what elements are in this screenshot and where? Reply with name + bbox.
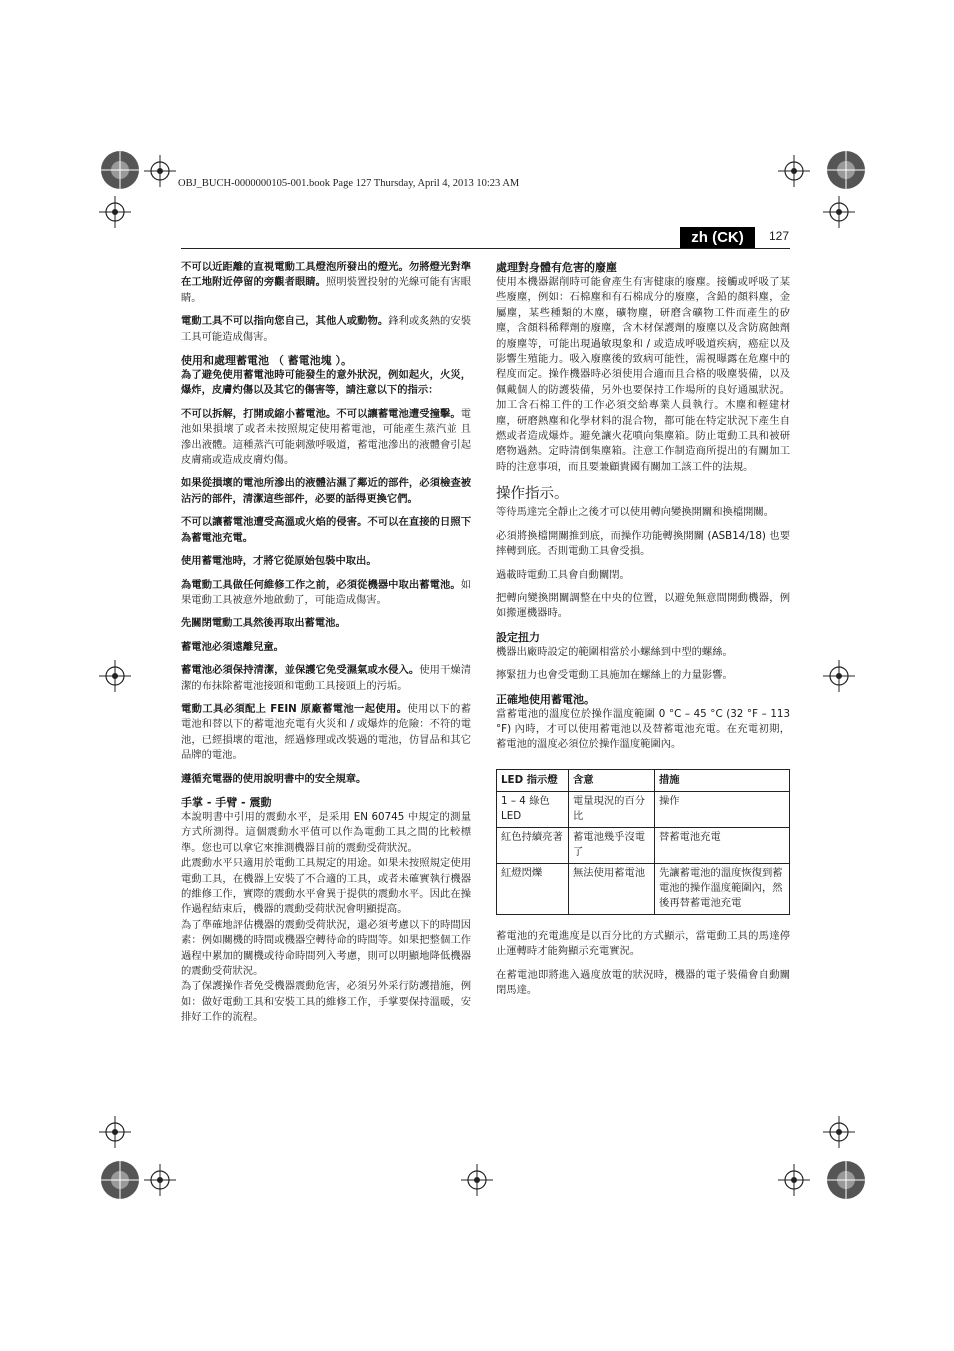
table-header-cell: 措施 [655,769,790,791]
paragraph: 蓄電池的充電進度是以百分比的方式顯示，當電動工具的馬達停止運轉時才能夠顯示充電實況。 [496,929,790,958]
paragraph: 為了準確地評估機器的震動受荷狀況，還必須考慮以下的時間因素：例如關機的時間或機器空轉待命的時間等。如果把整個工作過程中累加的關機或待命時間列入考慮，則可以明顯地降低機器的震動受荷狀況。 [181,918,471,978]
led-indicator-table [496,769,790,915]
paragraph: 機器出廠時設定的範圍相當於小螺絲到中型的螺絲。 [496,645,733,658]
paragraph: 在蓄電池即將進入過度放電的狀況時，機器的電子裝備會自動關閉馬達。 [496,968,790,996]
crosshair-mark-icon [99,1116,131,1148]
paragraph: 使用蓄電池時，才將它從原始包裝中取出。 [181,555,377,568]
paragraph: 蓄電池必須保持清潔，並保護它免受濕氣或水侵入。使用干燥清潔的布抹除蓄電池接頭和電動工具接頭上的污垢。 [181,664,471,692]
paragraph: 電動工具不可以指向您自己，其他人或動物。鋒利或炙熱的安裝工具可能造成傷害。 [181,315,471,343]
paragraph: 此震動水平只適用於電動工具規定的用途。如果未按照規定使用電動工具，在機器上安裝了不合適的工具，或者未確實執行機器的維修工作，實際的震動水平會異于提供的震動水平。因此在操作過程結束后，機器的震動受荷狀況會明顯提高。 [181,857,471,916]
table-header-cell: LED 指示燈 [497,769,569,791]
crosshair-mark-icon [823,660,855,692]
header-rule [181,248,790,249]
table-row [497,827,790,863]
crosshair-mark-icon [144,1164,176,1196]
paragraph: 如果從損壞的電池所滲出的液體沾濕了鄰近的部件，必須檢查被沾污的部件，清潔這些部件，必要的話得更換它們。 [181,477,471,505]
crosshair-mark-icon [99,196,131,228]
table-cell: 紅燈閃爍 [497,863,569,914]
paragraph: 蓄電池必須遠離兒童。 [181,640,284,653]
crosshair-mark-icon [461,1164,493,1196]
left-column [181,260,471,1026]
section-heading-operation: 操作指示。 [496,486,569,503]
book-file-info: OBJ_BUCH-0000000105-001.book Page 127 Thursday, April 4, 2013 10:23 AM [178,178,520,189]
paragraph: 遵循充電器的使用說明書中的安全規章。 [181,772,367,785]
table-cell: 蓄電池幾乎沒電了 [569,827,655,863]
crosshair-mark-icon [823,1116,855,1148]
paragraph: 不可以近距離的直視電動工具燈泡所發出的燈光。勿將燈光對準在工地附近停留的旁觀者眼睛。照明裝置投射的光線可能有害眼睛。 [181,261,471,304]
paragraph: 先關閉電動工具然後再取出蓄電池。 [181,617,346,630]
paragraph: 為了保護操作者免受機器震動危害，必須另外采行防護措施，例如：做好電動工具和安裝工具的維修工作，手掌要保持溫暖，安排好工作的流程。 [181,980,471,1024]
paragraph: 不可以讓蓄電池遭受高溫或火焰的侵害。不可以在直接的日照下為蓄電池充電。 [181,516,471,544]
paragraph: 過載時電動工具會自動關閉。 [496,568,630,581]
crosshair-mark-icon [823,196,855,228]
table-header-row [497,769,790,791]
paragraph: 不可以拆解，打開或縮小蓄電池。不可以讓蓄電池遭受撞擊。電池如果損壞了或者未按照規定使用蓄電池，可能產生蒸汽並 且滲出液體。這種蒸汽可能刺激呼吸道，蓄電池滲出的液體會引起皮膚痛或造成皮膚灼傷。 [181,407,471,467]
paragraph: 使用本機器鋸削時可能會產生有害健康的廢塵。接觸或呼吸了某些廢塵，例如：石棉塵和有石棉成分的廢塵，含鉛的顏料塵，金屬塵，某些種類的木塵，礦物塵，研磨含礦物工件而產生的矽塵，含顏料稀釋劑的廢塵，含木材保護劑的廢塵以及含防腐蝕劑的廢塵等，可能出現過敏現象和 / 或造成呼吸道疾病，癌症以及影響生殖能力。吸入廢塵後的致病可能性，需視曝露在危塵中的程度而定。操作機器時必須使用合適而且合格的吸塵裝備，以及佩戴個人的防護裝備，另外也要保持工作場所的良好通風狀況。加工含石棉工件的工作必須交給專業人員執行。木塵和輕建材塵，研磨熱塵和化學材料的混合物，都可能在特定狀況下產生自燃或者造成爆炸。避免讓火花噴向集塵箱。防止電動工具和被研磨物過熱。定時清倒集塵箱。注意工作制造商所提出的有關加工時的注意事項，而且要兼顧貴國有關加工該工件的法規。 [496,276,790,473]
crosshair-mark-icon [778,155,810,187]
section-heading-dust: 處理對身體有危害的廢塵 [496,261,617,274]
paragraph: 當蓄電池的溫度位於操作溫度範圍 0 °C – 45 °C (32 °F – 113 °F) 內時，才可以使用蓄電池以及替蓄電池充電。在充電初期，蓄電池的溫度必須位於操作溫度範圍內。 [496,707,790,751]
page-number: 127 [769,229,790,243]
table-cell: 紅色持續亮著 [497,827,569,863]
paragraph: 擰緊扭力也會受電動工具施加在螺絲上的力量影響。 [496,669,733,682]
table-cell: 替蓄電池充電 [655,827,790,863]
table-row [497,863,790,914]
crosshair-mark-icon [99,660,131,692]
paragraph: 本說明書中引用的震動水平，是采用 EN 60745 中規定的測量方式所測得。這個震動水平值可以作為電動工具之間的比較標準。您也可以拿它來推測機器目前的震動受荷狀況。 [181,810,471,854]
paragraph: 把轉向變換開關調整在中央的位置，以避免無意間開動機器，例如搬運機器時。 [496,591,790,620]
section-heading-vibration: 手掌 - 手臂 - 震動 [181,795,272,809]
registration-mark-icon [826,1160,866,1200]
crosshair-mark-icon [144,155,176,187]
section-heading-battery: 使用和處理蓄電池 （ 蓄電池塊 ）。 [181,354,352,368]
table-cell: 1 – 4 綠色 LED [497,791,569,827]
right-column [496,260,790,1006]
table-header-cell: 含意 [569,769,655,791]
table-cell: 電量現況的百分比 [569,791,655,827]
registration-mark-icon [100,1160,140,1200]
paragraph: 為了避免使用蓄電池時可能發生的意外狀況，例如起火，火災，爆炸，皮膚灼傷以及其它的傷害等，請注意以下的指示： [181,369,471,397]
language-badge: zh (CK) [680,227,755,248]
section-heading-torque: 設定扭力 [496,630,540,644]
paragraph: 等待馬達完全靜止之後才可以使用轉向變換開關和換檔開關。 [496,506,775,519]
registration-mark-icon [100,150,140,190]
crosshair-mark-icon [778,1164,810,1196]
registration-mark-icon [826,150,866,190]
table-cell: 操作 [655,791,790,827]
table-cell: 無法使用蓄電池 [569,863,655,914]
paragraph: 電動工具必須配上 FEIN 原廠蓄電池一起使用。使用以下的蓄電池和替以下的蓄電池充電有火災和 / 或爆炸的危險：不符的電池，已經損壞的電池，經過修理或改裝過的電池，仿冒品和其它品牌的電池。 [181,702,472,762]
paragraph: 為電動工具做任何維修工作之前，必須從機器中取出蓄電池。如果電動工具被意外地啟動了，可能造成傷害。 [181,578,471,606]
table-row [497,791,790,827]
paragraph: 必須將換檔開關推到底，而操作功能轉換開關 (ASB14/18) 也要摔轉到底。否則電動工具會受損。 [496,529,790,558]
table-cell: 先讓蓄電池的溫度恢復到蓄電池的操作溫度範圍內，然後再替蓄電池充電 [655,863,790,914]
section-heading-battery-use: 正確地使用蓄電池。 [496,692,595,706]
